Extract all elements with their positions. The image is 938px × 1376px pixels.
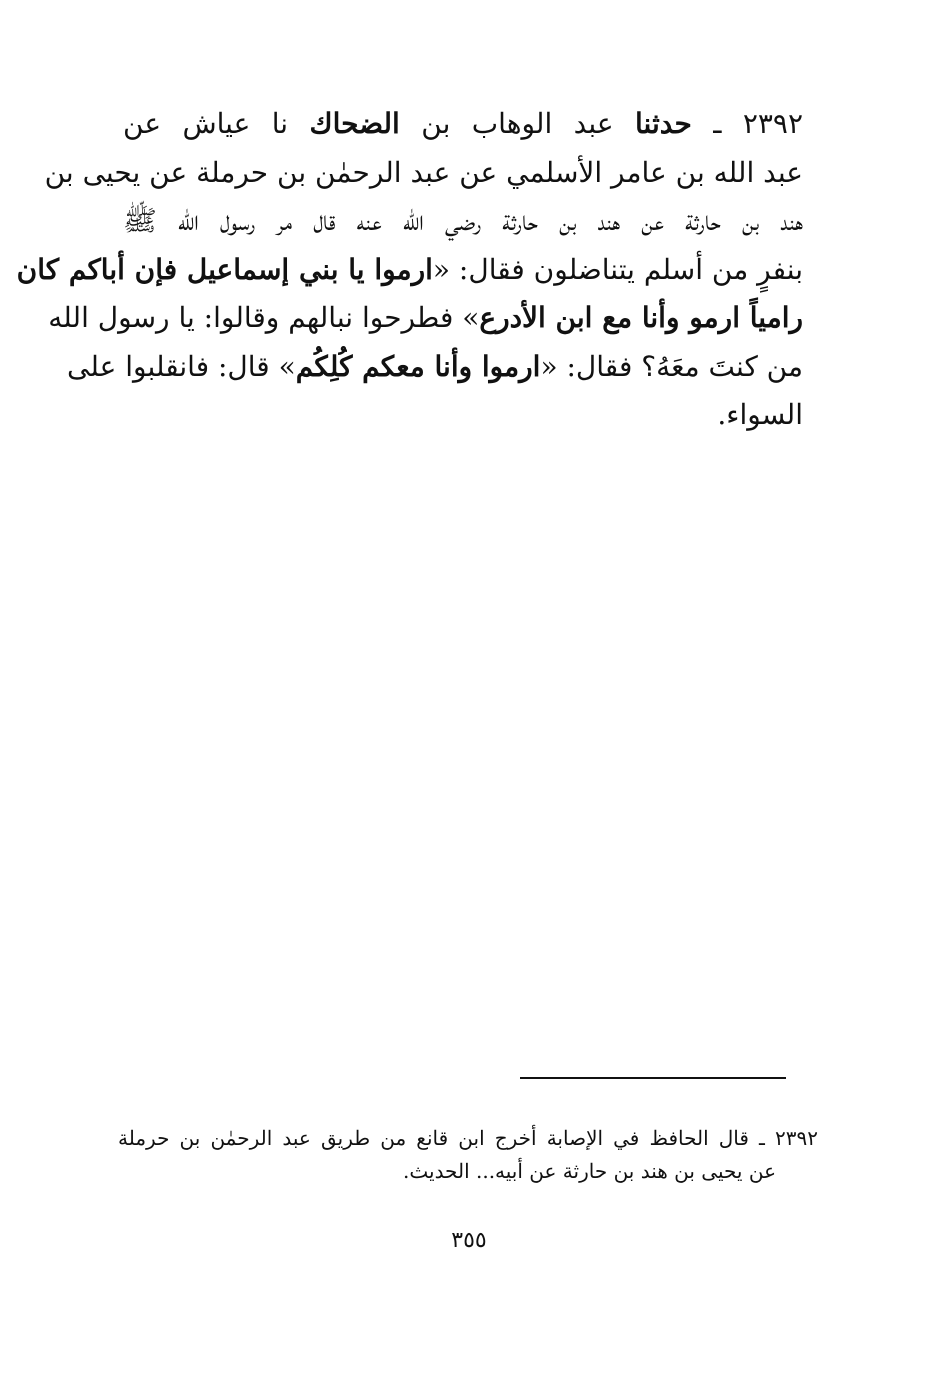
- hadith-line-5: [48, 294, 803, 343]
- hadith-text-segment: عبد الله بن عامر الأسلمي عن عبد الرحمٰن بن حرملة عن يحيى بن: [44, 155, 803, 189]
- hadith-text-segment: بنفرٍ من أسلم يتناضلون فقال: «: [432, 252, 803, 286]
- hadith-quote-segment: ارموا وأنا معكم كُلِكُم: [295, 349, 541, 383]
- hadith-text-segment: الضحاك: [309, 107, 400, 140]
- footnote-line-1: ٢٣٩٢ ـ قال الحافظ في الإصابة أخرج ابن قانع من طريق عبد الرحمٰن بن حرملة: [118, 1126, 818, 1150]
- hadith-text-segment: من كنتَ معَهُ؟ فقال: «: [540, 349, 803, 383]
- page-number: ٣٥٥: [451, 1228, 487, 1253]
- hadith-text-segment: نا عياش عن: [123, 107, 310, 140]
- hadith-line-4: [16, 246, 803, 295]
- hadith-line-1: [123, 100, 803, 149]
- hadith-quote-segment: رامياً ارمو وأنا مع ابن الأدرع: [479, 301, 803, 334]
- footnote-line-2: عن يحيى بن هند بن حارثة عن أبيه... الحديث.: [403, 1159, 776, 1183]
- footnote: [118, 1122, 818, 1188]
- hadith-quote-segment: ارموا يا بني إسماعيل فإن أباكم كان: [16, 252, 433, 286]
- hadith-line-7: [123, 391, 803, 440]
- footnote-divider: [520, 1077, 786, 1079]
- hadith-text: [16, 100, 803, 440]
- hadith-text-segment: » فطرحوا نبالهم وقالوا: يا رسول الله: [48, 301, 480, 334]
- hadith-text-segment: حدثنا: [634, 107, 692, 140]
- hadith-text-segment: » قال: فانقلبوا على: [67, 349, 296, 383]
- hadith-text-segment: عبد الوهاب بن: [399, 107, 635, 140]
- hadith-line-6: [67, 343, 803, 392]
- hadith-line-3: [123, 197, 803, 246]
- hadith-number: ٢٣٩٢ ـ: [691, 107, 803, 140]
- hadith-line-2: [44, 149, 803, 198]
- hadith-text-segment: السواء.: [717, 398, 803, 431]
- hadith-text-segment: هند بن حارثة عن هند بن حارثة رضي الله عنه قال مر رسول الله ﷺ: [123, 204, 803, 237]
